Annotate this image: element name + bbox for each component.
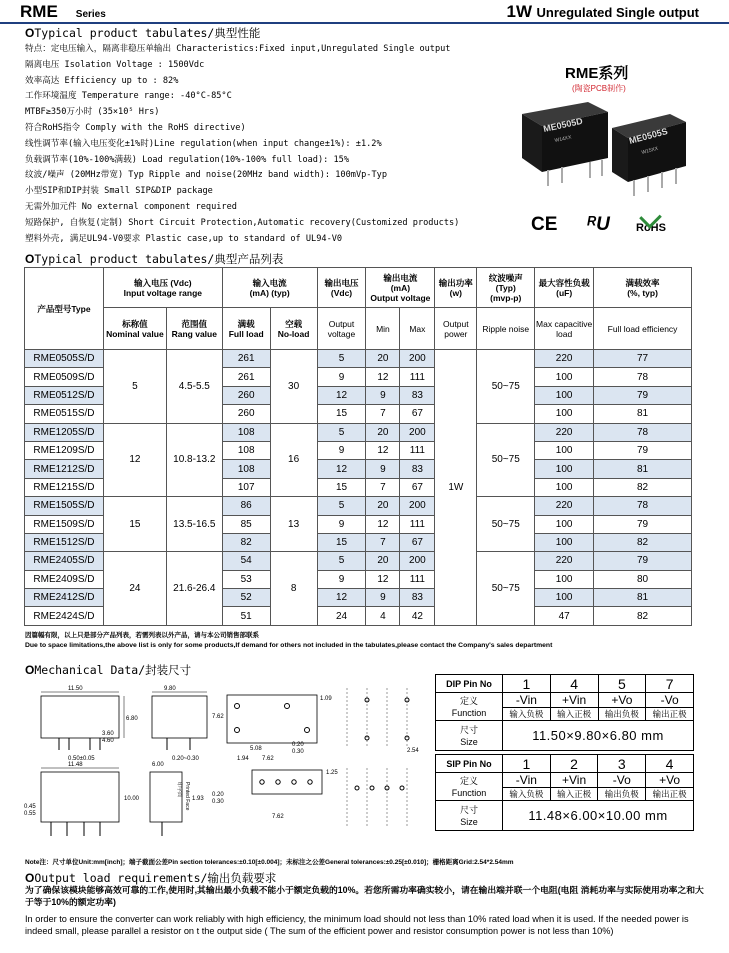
full-load-cell: 260: [222, 405, 270, 423]
dip-func: 输出正极: [646, 708, 694, 721]
col-eff-header: 满载效率 (%, typ): [594, 268, 692, 308]
eff-cell: 80: [594, 570, 692, 588]
chip-sip-sublabel: W15XX: [640, 145, 659, 156]
outv-cell: 15: [317, 533, 366, 551]
dip-pin-title: DIP Pin No: [436, 675, 503, 693]
mechanical-note: Note注：尺寸单位Unit:mm[inch]；端子截面公差Pin section tolerances:±0.10[±0.004]；未标注之公差General tolerances:±0.25[±0.010]；栅格距离Grid:2.54*2.54mm: [25, 859, 514, 866]
feature-item: 纹波/噪声 (20MHz带宽) Typ Ripple and noise(20MHz band width): 100mVp-Typ: [25, 170, 387, 181]
full-load-cell: 86: [222, 497, 270, 515]
product-photo: [500, 62, 700, 202]
dip-bottom-view: [212, 695, 332, 762]
full-load-cell: 108: [222, 460, 270, 478]
table-row: [25, 552, 692, 570]
header-title-rest: Unregulated Single output: [536, 5, 699, 20]
range-cell: 10.8-13.2: [166, 423, 222, 497]
type-cell: RME1512S/D: [25, 533, 104, 551]
sip-pin-title: SIP Pin No: [436, 755, 503, 773]
type-cell: RME0512S/D: [25, 386, 104, 404]
svg-text:4.60: 4.60: [102, 738, 114, 744]
chip-dip-label: ME0505D: [542, 115, 584, 134]
svg-text:9.80: 9.80: [164, 686, 176, 692]
rohs-mark-icon: [636, 222, 666, 234]
feature-item: 无需外加元件 No external component required: [25, 201, 237, 212]
min-cell: 9: [366, 460, 400, 478]
eff-cell: 79: [594, 386, 692, 404]
sub-noload-header: 空载 No-load: [270, 308, 317, 350]
section-title: Output load requirements/输出负载要求: [34, 871, 277, 885]
min-cell: 20: [366, 497, 400, 515]
dip-pin: 5: [598, 675, 646, 693]
max-cell: 42: [400, 607, 435, 625]
min-cell: 12: [366, 441, 400, 459]
series-label: Series: [75, 9, 106, 20]
min-cell: 9: [366, 386, 400, 404]
sub-full-header: 满载 Full load: [222, 308, 270, 350]
full-load-cell: 85: [222, 515, 270, 533]
col-outc-header: 输出电流 (mA) Output voltage: [366, 268, 435, 308]
type-cell: RME1215S/D: [25, 478, 104, 496]
feature-item: 负载调节率(10%-100%满载) Load regulation(10%-100% full load): 15%: [25, 154, 350, 165]
eff-cell: 78: [594, 368, 692, 386]
product-series-title: RME系列: [565, 65, 629, 82]
table-note-cn: 因篇幅有限，以上只是部分产品列表，若需列表以外产品，请与本公司销售部联系: [25, 632, 259, 639]
chip-sip-label: ME0505S: [627, 126, 669, 146]
type-cell: RME0515S/D: [25, 405, 104, 423]
section-bullet: O: [25, 252, 35, 266]
header-title: [507, 2, 699, 22]
col-type-header: 产品型号Type: [25, 268, 104, 350]
full-load-cell: 261: [222, 368, 270, 386]
dip-func: 输入负极: [503, 708, 551, 721]
dip-def: -Vo: [646, 693, 694, 708]
sub-eff-header: Full load efficiency: [594, 308, 692, 350]
ripple-cell: 50~75: [477, 350, 535, 424]
header-model: [20, 2, 106, 22]
eff-cell: 81: [594, 460, 692, 478]
dip-def: -Vin: [503, 693, 551, 708]
dip-pin: 7: [646, 675, 694, 693]
svg-text:3.60: 3.60: [102, 731, 114, 737]
sip-def: -Vo: [598, 773, 646, 788]
eff-cell: 82: [594, 607, 692, 625]
svg-text:0.55: 0.55: [24, 811, 36, 817]
outv-cell: 9: [317, 570, 366, 588]
outv-cell: 5: [317, 497, 366, 515]
dip-pin-table: [435, 674, 694, 751]
table-row: [25, 350, 692, 368]
dip-grid: [347, 688, 419, 754]
feature-list: [25, 42, 525, 247]
cap-cell: 220: [535, 497, 594, 515]
section-title: Typical product tabulates/典型产品列表: [34, 252, 284, 266]
svg-text:1.25: 1.25: [326, 770, 338, 776]
min-cell: 12: [366, 515, 400, 533]
feature-item: 塑料外壳, 满足UL94-V0要求 Plastic case,up to standard of UL94-V0: [25, 233, 343, 244]
cap-cell: 100: [535, 405, 594, 423]
feature-item: 特点：定电压输入，隔离非稳压单输出 Characteristics:Fixed input,Unregulated Single output: [25, 44, 451, 54]
col-current-header: 输入电流 (mA) (typ): [222, 268, 317, 308]
col-outp-header: 输出功率 (w): [435, 268, 477, 308]
eff-cell: 77: [594, 350, 692, 368]
col-outv-header: 输出电压 (Vdc): [317, 268, 366, 308]
sip-front-view: [24, 762, 140, 836]
min-cell: 7: [366, 533, 400, 551]
max-cell: 200: [400, 423, 435, 441]
section-bullet: O: [25, 26, 35, 40]
svg-text:10.00: 10.00: [124, 796, 140, 802]
svg-text:0.20~0.30: 0.20~0.30: [172, 756, 199, 762]
power-cell: 1W: [435, 350, 477, 626]
noload-cell: 16: [270, 423, 317, 497]
full-load-cell: 52: [222, 589, 270, 607]
sub-outp-header: Output power: [435, 308, 477, 350]
sip-bottom-view: [252, 770, 338, 820]
header-rule: [0, 22, 729, 24]
type-cell: RME2412S/D: [25, 589, 104, 607]
type-cell: RME1505S/D: [25, 497, 104, 515]
outv-cell: 9: [317, 515, 366, 533]
type-cell: RME1209S/D: [25, 441, 104, 459]
cap-cell: 100: [535, 533, 594, 551]
max-cell: 200: [400, 350, 435, 368]
cap-cell: 100: [535, 386, 594, 404]
feature-item: 隔离电压 Isolation Voltage : 1500Vdc: [25, 59, 205, 70]
svg-text:1.09: 1.09: [320, 696, 332, 702]
sip-func: 输出负极: [598, 788, 646, 801]
outv-cell: 12: [317, 589, 366, 607]
sip-def-label: 定义 Function: [436, 773, 503, 801]
sip-size-label: 尺寸 Size: [436, 801, 503, 831]
sip-pin: 3: [598, 755, 646, 773]
cap-cell: 100: [535, 478, 594, 496]
svg-text:0.30: 0.30: [292, 749, 304, 755]
feature-item: 线性调节率(输入电压变化±1%时)Line regulation(when input change±1%): ±1.2%: [25, 138, 382, 149]
feature-item: 小型SIP和DIP封装 Small SIP&DIP package: [25, 186, 213, 197]
svg-text:6.00: 6.00: [152, 762, 164, 768]
sip-def: +Vin: [550, 773, 598, 788]
eff-cell: 79: [594, 515, 692, 533]
min-cell: 20: [366, 350, 400, 368]
max-cell: 67: [400, 533, 435, 551]
sip-size: 11.48×6.00×10.00 mm: [503, 801, 694, 831]
max-cell: 200: [400, 497, 435, 515]
full-load-cell: 51: [222, 607, 270, 625]
eff-cell: 78: [594, 497, 692, 515]
dip-pin: 1: [503, 675, 551, 693]
full-load-cell: 53: [222, 570, 270, 588]
svg-text:11.48: 11.48: [68, 762, 83, 768]
cap-cell: 220: [535, 350, 594, 368]
eff-cell: 79: [594, 441, 692, 459]
max-cell: 200: [400, 552, 435, 570]
sub-max-header: Max: [400, 308, 435, 350]
cap-cell: 220: [535, 552, 594, 570]
dip-front-view: [41, 686, 138, 762]
cap-cell: 100: [535, 515, 594, 533]
dip-func: 输入正极: [550, 708, 598, 721]
svg-text:5.08: 5.08: [250, 746, 262, 752]
dip-func: 输出负极: [598, 708, 646, 721]
dip-def: +Vo: [598, 693, 646, 708]
feature-item: 短路保护, 自恢复(定制) Short Circuit Protection,Automatic recovery(Customized products): [25, 217, 460, 228]
load-requirement-en: In order to ensure the converter can work reliably with high efficiency, the minimum load should not less than 10% rated load when it is used. If the needed power is indeed small, please parallel a resistor on t the output side ( The sum of the efficient power and resistor consumption power is not less than 10%): [25, 914, 689, 936]
dip-size: 11.50×9.80×6.80 mm: [503, 721, 694, 751]
full-load-cell: 108: [222, 441, 270, 459]
sub-ripple-header: Ripple noise: [477, 308, 535, 350]
svg-text:0.20: 0.20: [212, 792, 224, 798]
max-cell: 111: [400, 515, 435, 533]
svg-text:0.20: 0.20: [292, 742, 304, 748]
col-cap-header: 最大容性负载 (uF): [535, 268, 594, 308]
sub-min-header: Min: [366, 308, 400, 350]
type-cell: RME2424S/D: [25, 607, 104, 625]
sub-range-header: 范围值 Rang value: [166, 308, 222, 350]
outv-cell: 5: [317, 423, 366, 441]
outv-cell: 9: [317, 368, 366, 386]
sub-cap-header: Max capacitive load: [535, 308, 594, 350]
full-load-cell: 260: [222, 386, 270, 404]
min-cell: 20: [366, 552, 400, 570]
outv-cell: 12: [317, 460, 366, 478]
nominal-cell: 12: [103, 423, 166, 497]
min-cell: 7: [366, 478, 400, 496]
sip-func: 输入负极: [503, 788, 551, 801]
type-cell: RME2409S/D: [25, 570, 104, 588]
load-requirement-cn: 为了确保该模块能够高效可靠的工作,使用时,其输出最小负载不能小于额定负载的10%。若您所需功率确实较小，请在输出端并联一个电阻(电阻 消耗功率与实际使用功率之和大于等于10%的额定功率): [25, 885, 704, 907]
cap-cell: 100: [535, 570, 594, 588]
min-cell: 9: [366, 589, 400, 607]
product-table-body: [25, 350, 692, 626]
max-cell: 83: [400, 460, 435, 478]
eff-cell: 81: [594, 405, 692, 423]
section-product-list: [25, 251, 283, 267]
sip-def: -Vin: [503, 773, 551, 788]
svg-text:11.50: 11.50: [68, 686, 83, 692]
ripple-cell: 50~75: [477, 552, 535, 626]
feature-item: 工作环境温度 Temperature range: -40°C-85°C: [25, 91, 232, 102]
svg-text:印字面: 印字面: [176, 782, 182, 798]
dip-def-label: 定义 Function: [436, 693, 503, 721]
section-title: Typical product tabulates/典型性能: [34, 26, 261, 40]
svg-text:1.94: 1.94: [237, 756, 249, 762]
svg-text:0.50±0.05: 0.50±0.05: [68, 756, 95, 762]
max-cell: 111: [400, 368, 435, 386]
outv-cell: 15: [317, 405, 366, 423]
cap-cell: 100: [535, 589, 594, 607]
svg-text:1.93: 1.93: [192, 796, 204, 802]
outv-cell: 15: [317, 478, 366, 496]
type-cell: RME0509S/D: [25, 368, 104, 386]
full-load-cell: 261: [222, 350, 270, 368]
svg-text:2.54: 2.54: [407, 748, 419, 754]
sip-func: 输出正极: [646, 788, 694, 801]
type-cell: RME1212S/D: [25, 460, 104, 478]
dip-def: +Vin: [550, 693, 598, 708]
table-note-en: Due to space limitations,the above list is only for some products,If demand for others not included in the tabulates,please contact the Company's sales department: [25, 642, 553, 649]
outv-cell: 12: [317, 386, 366, 404]
min-cell: 12: [366, 368, 400, 386]
sip-side-view: [150, 762, 224, 836]
svg-text:6.80: 6.80: [126, 716, 138, 722]
outv-cell: 24: [317, 607, 366, 625]
range-cell: 13.5-16.5: [166, 497, 222, 552]
outv-cell: 9: [317, 441, 366, 459]
ce-mark-icon: CE: [531, 214, 558, 235]
section-bullet: O: [25, 663, 35, 677]
mechanical-drawing: [22, 678, 432, 850]
header-power: 1W: [506, 2, 533, 21]
feature-item: 符合RoHS指令 Comply with the RoHS directive): [25, 122, 246, 133]
sub-outv-header: Output voltage: [317, 308, 366, 350]
eff-cell: 81: [594, 589, 692, 607]
svg-text:7.62: 7.62: [262, 756, 274, 762]
type-cell: RME1205S/D: [25, 423, 104, 441]
max-cell: 111: [400, 441, 435, 459]
sip-def: +Vo: [646, 773, 694, 788]
noload-cell: 30: [270, 350, 317, 424]
cap-cell: 47: [535, 607, 594, 625]
ripple-cell: 50~75: [477, 497, 535, 552]
cap-cell: 220: [535, 423, 594, 441]
full-load-cell: 82: [222, 533, 270, 551]
ul-mark-icon: ᴿU: [586, 214, 610, 235]
max-cell: 111: [400, 570, 435, 588]
type-cell: RME1509S/D: [25, 515, 104, 533]
sip-pin: 2: [550, 755, 598, 773]
noload-cell: 8: [270, 552, 317, 626]
svg-text:Printed Face: Printed Face: [184, 782, 190, 811]
section-bullet: O: [25, 871, 35, 885]
dip-size-label: 尺寸 Size: [436, 721, 503, 751]
sip-func: 输入正极: [550, 788, 598, 801]
max-cell: 83: [400, 386, 435, 404]
full-load-cell: 54: [222, 552, 270, 570]
min-cell: 12: [366, 570, 400, 588]
eff-cell: 79: [594, 552, 692, 570]
nominal-cell: 24: [103, 552, 166, 626]
cap-cell: 100: [535, 368, 594, 386]
max-cell: 67: [400, 478, 435, 496]
ripple-cell: 50~75: [477, 423, 535, 497]
svg-text:7.62: 7.62: [272, 814, 284, 820]
svg-text:7.62: 7.62: [212, 714, 224, 720]
feature-item: MTBF≥350万小时 (35×10⁵ Hrs): [25, 107, 160, 118]
eff-cell: 82: [594, 478, 692, 496]
cap-cell: 100: [535, 441, 594, 459]
col-ripple-header: 纹波噪声 (Typ) (mvp-p): [477, 268, 535, 308]
range-cell: 21.6-26.4: [166, 552, 222, 626]
feature-item: 效率高达 Efficiency up to : 82%: [25, 75, 179, 86]
rohs-label: RoHS: [636, 222, 666, 234]
dip-side-view: [152, 686, 207, 762]
model-name: RME: [20, 2, 58, 21]
type-cell: RME0505S/D: [25, 350, 104, 368]
range-cell: 4.5-5.5: [166, 350, 222, 424]
table-row: [25, 497, 692, 515]
cap-cell: 100: [535, 460, 594, 478]
svg-text:0.30: 0.30: [212, 799, 224, 805]
table-row: [25, 423, 692, 441]
product-subtitle: (陶瓷PCB制作): [572, 84, 626, 93]
sip-pin: 1: [503, 755, 551, 773]
full-load-cell: 107: [222, 478, 270, 496]
nominal-cell: 15: [103, 497, 166, 552]
sub-nominal-header: 标称值 Nominal value: [103, 308, 166, 350]
min-cell: 4: [366, 607, 400, 625]
chip-dip-sublabel: W14XX: [554, 134, 572, 144]
sip-pin: 4: [646, 755, 694, 773]
section-mechanical: [25, 662, 191, 678]
dip-pin: 4: [550, 675, 598, 693]
outv-cell: 5: [317, 552, 366, 570]
nominal-cell: 5: [103, 350, 166, 424]
section-title: Mechanical Data/封装尺寸: [34, 663, 192, 677]
col-input-header: 输入电压 (Vdc) Input voltage range: [103, 268, 222, 308]
max-cell: 83: [400, 589, 435, 607]
product-table: [24, 267, 692, 626]
sip-pin-table: [435, 754, 694, 831]
max-cell: 67: [400, 405, 435, 423]
svg-text:0.45: 0.45: [24, 804, 36, 810]
eff-cell: 78: [594, 423, 692, 441]
section-output-load: [25, 870, 276, 886]
outv-cell: 5: [317, 350, 366, 368]
sip-grid: [347, 768, 407, 828]
type-cell: RME2405S/D: [25, 552, 104, 570]
min-cell: 7: [366, 405, 400, 423]
full-load-cell: 108: [222, 423, 270, 441]
section-typical-performance: [25, 25, 260, 41]
noload-cell: 13: [270, 497, 317, 552]
min-cell: 20: [366, 423, 400, 441]
eff-cell: 82: [594, 533, 692, 551]
